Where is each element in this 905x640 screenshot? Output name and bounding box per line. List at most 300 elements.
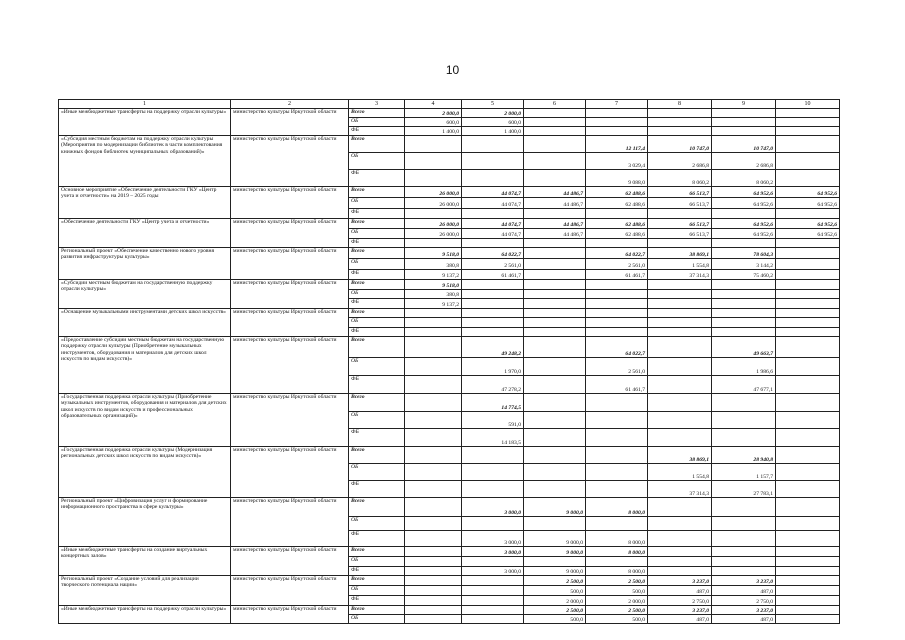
amount-cell xyxy=(462,328,524,337)
row-name: «Субсидия местным бюджетам на поддержку отрасли культуры (Мероприятия по модернизации библиотек в части комплектования книжных фондов библиотек муниципальных образований)» xyxy=(59,136,231,187)
amount-cell: 487,0 xyxy=(648,615,712,624)
amount-cell xyxy=(776,299,840,309)
row-organization: министерство культуры Иркутской области xyxy=(231,136,349,187)
amount-cell xyxy=(712,557,776,567)
amount-cell xyxy=(524,248,586,259)
amount-cell xyxy=(405,498,462,517)
column-header: 10 xyxy=(776,100,840,109)
amount-cell xyxy=(776,596,840,606)
funding-source: ФБ xyxy=(349,596,405,606)
row-name: Основное мероприятие «Обеспечение деятельности ГКУ «Центр учета и отчетности» на 2019 – 2025 годы xyxy=(59,187,231,219)
amount-cell: 66 513,7 xyxy=(648,219,712,229)
amount-cell xyxy=(405,412,462,429)
amount-cell: 8 060,2 xyxy=(648,170,712,187)
amount-cell: 64 022,7 xyxy=(586,248,648,259)
row-name: «Иные межбюджетные трансферты на поддержку отрасли культуры» xyxy=(59,606,231,624)
amount-cell xyxy=(586,280,648,290)
column-header: 3 xyxy=(349,100,405,109)
amount-cell: 62 488,6 xyxy=(586,229,648,239)
amount-cell xyxy=(405,376,462,394)
amount-cell xyxy=(524,394,586,412)
amount-cell xyxy=(405,464,462,481)
amount-cell xyxy=(776,447,840,464)
amount-cell xyxy=(712,547,776,557)
amount-cell xyxy=(405,586,462,596)
funding-source: ФБ xyxy=(349,481,405,498)
amount-cell: 44 074,7 xyxy=(462,187,524,198)
amount-cell: 27 783,1 xyxy=(712,481,776,498)
table-row xyxy=(59,547,840,557)
amount-cell: 3 029,4 xyxy=(586,153,648,170)
amount-cell xyxy=(586,557,648,567)
amount-cell xyxy=(586,290,648,299)
funding-source: Всего xyxy=(349,248,405,259)
amount-cell xyxy=(712,280,776,290)
amount-cell xyxy=(524,517,586,531)
amount-cell xyxy=(405,337,462,358)
amount-cell: 12 117,4 xyxy=(586,136,648,153)
amount-cell: 3 000,0 xyxy=(462,547,524,557)
amount-cell: 3 144,2 xyxy=(712,259,776,270)
column-header: 8 xyxy=(648,100,712,109)
column-header: 6 xyxy=(524,100,586,109)
amount-cell xyxy=(462,464,524,481)
amount-cell xyxy=(648,337,712,358)
amount-cell xyxy=(712,498,776,517)
amount-cell xyxy=(586,239,648,248)
amount-cell: 64 952,6 xyxy=(776,198,840,209)
amount-cell xyxy=(405,547,462,557)
amount-cell xyxy=(405,447,462,464)
amount-cell: 49 248,2 xyxy=(462,337,524,358)
amount-cell xyxy=(405,318,462,328)
amount-cell: 8 000,0 xyxy=(586,567,648,576)
amount-cell xyxy=(586,318,648,328)
amount-cell: 9 088,0 xyxy=(586,170,648,187)
amount-cell xyxy=(524,270,586,280)
row-organization: министерство культуры Иркутской области xyxy=(231,109,349,136)
amount-cell: 64 022,7 xyxy=(586,337,648,358)
funding-source: ОБ xyxy=(349,198,405,209)
amount-cell: 44 486,7 xyxy=(524,219,586,229)
funding-source: Всего xyxy=(349,606,405,615)
amount-cell xyxy=(586,127,648,136)
funding-source: ФБ xyxy=(349,376,405,394)
amount-cell xyxy=(776,248,840,259)
amount-cell xyxy=(586,481,648,498)
amount-cell: 66 513,7 xyxy=(648,198,712,209)
amount-cell xyxy=(648,567,712,576)
amount-cell: 500,0 xyxy=(586,615,648,624)
row-name: Региональный проект «Обеспечение качественно нового уровня развития инфраструктуры культуры» xyxy=(59,248,231,280)
amount-cell xyxy=(648,239,712,248)
amount-cell xyxy=(524,290,586,299)
amount-cell xyxy=(776,270,840,280)
funding-source: ОБ xyxy=(349,615,405,624)
amount-cell xyxy=(462,586,524,596)
amount-cell xyxy=(648,376,712,394)
amount-cell xyxy=(586,412,648,429)
amount-cell xyxy=(462,280,524,290)
amount-cell xyxy=(405,170,462,187)
column-header: 1 xyxy=(59,100,231,109)
amount-cell xyxy=(776,328,840,337)
amount-cell xyxy=(586,299,648,309)
funding-source: ФБ xyxy=(349,209,405,219)
amount-cell: 75 460,2 xyxy=(712,270,776,280)
amount-cell xyxy=(524,429,586,447)
amount-cell: 38 869,1 xyxy=(648,447,712,464)
amount-cell xyxy=(648,531,712,547)
amount-cell xyxy=(524,557,586,567)
table-row xyxy=(59,109,840,118)
amount-cell xyxy=(524,318,586,328)
amount-cell xyxy=(405,394,462,412)
amount-cell xyxy=(648,309,712,318)
amount-cell xyxy=(405,136,462,153)
amount-cell: 591,0 xyxy=(462,412,524,429)
amount-cell xyxy=(712,239,776,248)
amount-cell xyxy=(524,447,586,464)
amount-cell xyxy=(648,109,712,118)
amount-cell: 10 747,0 xyxy=(648,136,712,153)
amount-cell: 500,0 xyxy=(524,615,586,624)
amount-cell xyxy=(712,412,776,429)
amount-cell xyxy=(712,567,776,576)
funding-source: Всего xyxy=(349,394,405,412)
amount-cell: 64 952,6 xyxy=(776,219,840,229)
funding-source: Всего xyxy=(349,136,405,153)
amount-cell xyxy=(776,358,840,376)
amount-cell xyxy=(776,170,840,187)
funding-source: Всего xyxy=(349,547,405,557)
row-name: «Иные межбюджетные трансферты на поддержку отрасли культуры» xyxy=(59,109,231,136)
amount-cell: 3 237,0 xyxy=(648,576,712,586)
amount-cell: 8 000,0 xyxy=(586,498,648,517)
amount-cell: 2 750,0 xyxy=(712,596,776,606)
amount-cell xyxy=(776,606,840,615)
amount-cell xyxy=(462,209,524,219)
funding-source: ОБ xyxy=(349,464,405,481)
amount-cell: 9 000,0 xyxy=(524,531,586,547)
amount-cell xyxy=(405,531,462,547)
amount-cell: 44 074,7 xyxy=(462,198,524,209)
amount-cell xyxy=(648,290,712,299)
funding-source: Всего xyxy=(349,447,405,464)
amount-cell xyxy=(776,136,840,153)
amount-cell: 1 970,0 xyxy=(462,358,524,376)
amount-cell xyxy=(524,209,586,219)
amount-cell: 9 137,2 xyxy=(405,299,462,309)
amount-cell: 44 074,7 xyxy=(462,229,524,239)
table-row xyxy=(59,498,840,517)
amount-cell: 14 183,5 xyxy=(462,429,524,447)
amount-cell: 2 561,0 xyxy=(586,358,648,376)
amount-cell xyxy=(776,429,840,447)
amount-cell xyxy=(586,109,648,118)
amount-cell xyxy=(524,239,586,248)
amount-cell xyxy=(776,209,840,219)
amount-cell xyxy=(524,412,586,429)
table-row xyxy=(59,280,840,290)
amount-cell: 61 461,7 xyxy=(586,376,648,394)
amount-cell: 9 000,0 xyxy=(524,567,586,576)
funding-source: ОБ xyxy=(349,412,405,429)
funding-source: ОБ xyxy=(349,290,405,299)
row-organization: министерство культуры Иркутской области xyxy=(231,280,349,309)
amount-cell: 487,0 xyxy=(712,586,776,596)
amount-cell xyxy=(524,481,586,498)
amount-cell xyxy=(776,259,840,270)
row-organization: министерство культуры Иркутской области xyxy=(231,187,349,219)
funding-source: Всего xyxy=(349,187,405,198)
amount-cell xyxy=(776,118,840,127)
amount-cell: 49 663,7 xyxy=(712,337,776,358)
amount-cell xyxy=(524,376,586,394)
amount-cell: 37 314,3 xyxy=(648,481,712,498)
amount-cell xyxy=(776,615,840,624)
amount-cell: 500,0 xyxy=(524,586,586,596)
amount-cell: 37 314,3 xyxy=(648,270,712,280)
amount-cell xyxy=(648,547,712,557)
amount-cell xyxy=(776,567,840,576)
row-name: «Предоставление субсидии местным бюджетам на государственную поддержку отрасли культуры (Приобретение музыкальных инструментов, оборудования и материалов для детских школ искусств по видам искусств)» xyxy=(59,337,231,394)
column-header: 7 xyxy=(586,100,648,109)
amount-cell: 64 952,6 xyxy=(712,229,776,239)
amount-cell: 62 488,6 xyxy=(586,219,648,229)
amount-cell: 66 513,7 xyxy=(648,229,712,239)
amount-cell: 26 000,0 xyxy=(405,229,462,239)
amount-cell xyxy=(712,318,776,328)
row-organization: министерство культуры Иркутской области xyxy=(231,394,349,447)
table-row xyxy=(59,447,840,464)
amount-cell xyxy=(648,280,712,290)
amount-cell xyxy=(586,209,648,219)
header-row xyxy=(59,100,840,109)
amount-cell: 487,0 xyxy=(648,586,712,596)
amount-cell: 2 000,0 xyxy=(405,109,462,118)
amount-cell: 61 461,7 xyxy=(586,270,648,280)
funding-source: ОБ xyxy=(349,517,405,531)
column-header: 2 xyxy=(231,100,349,109)
row-name: «Субсидии местным бюджетам на государственную поддержку отрасли культуры» xyxy=(59,280,231,309)
amount-cell: 10 747,0 xyxy=(712,136,776,153)
table-row xyxy=(59,248,840,259)
amount-cell: 62 488,6 xyxy=(586,187,648,198)
amount-cell xyxy=(648,118,712,127)
amount-cell xyxy=(776,531,840,547)
amount-cell xyxy=(776,481,840,498)
amount-cell: 2 561,0 xyxy=(586,259,648,270)
amount-cell xyxy=(648,412,712,429)
amount-cell: 380,8 xyxy=(405,259,462,270)
amount-cell xyxy=(712,309,776,318)
amount-cell xyxy=(648,358,712,376)
column-header: 4 xyxy=(405,100,462,109)
amount-cell xyxy=(462,299,524,309)
amount-cell xyxy=(776,280,840,290)
row-name: «Государственная поддержка отрасли культуры (Приобретение музыкальных инструментов, оборудования и материалов для детских школ искусств по видам искусств и профессиональных образовательных организаций)» xyxy=(59,394,231,447)
funding-source: ФБ xyxy=(349,328,405,337)
amount-cell xyxy=(462,309,524,318)
amount-cell: 2 500,0 xyxy=(524,606,586,615)
amount-cell: 64 952,6 xyxy=(712,219,776,229)
funding-source: ФБ xyxy=(349,531,405,547)
funding-source: Всего xyxy=(349,280,405,290)
amount-cell xyxy=(776,109,840,118)
amount-cell xyxy=(462,153,524,170)
table-row xyxy=(59,394,840,412)
amount-cell: 9 000,0 xyxy=(524,498,586,517)
amount-cell xyxy=(462,239,524,248)
amount-cell xyxy=(405,576,462,586)
amount-cell xyxy=(405,481,462,498)
table-row xyxy=(59,219,840,229)
amount-cell xyxy=(586,447,648,464)
amount-cell xyxy=(524,153,586,170)
amount-cell xyxy=(776,153,840,170)
amount-cell: 2 686,8 xyxy=(648,153,712,170)
amount-cell xyxy=(524,170,586,187)
amount-cell: 9 000,0 xyxy=(524,547,586,557)
row-name: Региональный проект «Создание условий для реализации творческого потенциала нации» xyxy=(59,576,231,606)
amount-cell xyxy=(524,127,586,136)
amount-cell xyxy=(586,328,648,337)
amount-cell xyxy=(648,429,712,447)
amount-cell: 2 500,0 xyxy=(586,576,648,586)
amount-cell xyxy=(776,557,840,567)
amount-cell: 1 157,7 xyxy=(712,464,776,481)
row-organization: министерство культуры Иркутской области xyxy=(231,309,349,337)
amount-cell: 2 561,0 xyxy=(462,259,524,270)
funding-source: ОБ xyxy=(349,229,405,239)
amount-cell xyxy=(405,153,462,170)
amount-cell xyxy=(648,127,712,136)
funding-source: Всего xyxy=(349,576,405,586)
amount-cell: 600,0 xyxy=(462,118,524,127)
amount-cell xyxy=(776,547,840,557)
amount-cell xyxy=(405,358,462,376)
amount-cell xyxy=(462,615,524,624)
amount-cell xyxy=(405,309,462,318)
amount-cell xyxy=(776,239,840,248)
row-name: «Оснащение музыкальными инструментами детских школ искусств» xyxy=(59,309,231,337)
amount-cell: 44 074,7 xyxy=(462,219,524,229)
funding-source: Всего xyxy=(349,109,405,118)
amount-cell: 3 237,0 xyxy=(648,606,712,615)
table-row xyxy=(59,136,840,153)
amount-cell: 487,0 xyxy=(712,615,776,624)
amount-cell xyxy=(776,337,840,358)
amount-cell: 64 952,6 xyxy=(776,229,840,239)
funding-source: ФБ xyxy=(349,567,405,576)
amount-cell xyxy=(648,209,712,219)
amount-cell xyxy=(524,280,586,290)
table-row xyxy=(59,576,840,586)
amount-cell xyxy=(648,394,712,412)
amount-cell xyxy=(405,517,462,531)
amount-cell xyxy=(776,517,840,531)
amount-cell xyxy=(524,118,586,127)
table-row xyxy=(59,337,840,358)
row-name: Региональный проект «Цифровизация услуг и формирование информационного пространства в сфере культуры» xyxy=(59,498,231,547)
amount-cell: 3 237,0 xyxy=(712,606,776,615)
amount-cell xyxy=(524,358,586,376)
amount-cell: 2 750,0 xyxy=(648,596,712,606)
funding-source: ФБ xyxy=(349,170,405,187)
amount-cell: 26 000,0 xyxy=(405,198,462,209)
amount-cell: 9 518,0 xyxy=(405,280,462,290)
amount-cell: 3 000,0 xyxy=(462,531,524,547)
amount-cell: 3 000,0 xyxy=(462,567,524,576)
amount-cell: 3 237,0 xyxy=(712,576,776,586)
row-organization: министерство культуры Иркутской области xyxy=(231,219,349,248)
amount-cell xyxy=(648,318,712,328)
amount-cell xyxy=(405,328,462,337)
amount-cell xyxy=(712,517,776,531)
amount-cell xyxy=(524,309,586,318)
amount-cell xyxy=(462,576,524,586)
row-name: «Государственная поддержка отрасли культуры (Модернизация региональных детских школ искусств по видам искусств)» xyxy=(59,447,231,498)
amount-cell: 2 000,0 xyxy=(524,596,586,606)
amount-cell xyxy=(405,239,462,248)
funding-source: Всего xyxy=(349,309,405,318)
amount-cell: 9 137,2 xyxy=(405,270,462,280)
amount-cell: 1 986,6 xyxy=(712,358,776,376)
table-row xyxy=(59,187,840,198)
funding-source: ОБ xyxy=(349,153,405,170)
amount-cell xyxy=(586,394,648,412)
amount-cell: 64 952,6 xyxy=(776,187,840,198)
amount-cell xyxy=(462,596,524,606)
row-organization: министерство культуры Иркутской области xyxy=(231,547,349,576)
amount-cell: 44 486,7 xyxy=(524,198,586,209)
funding-source: ОБ xyxy=(349,586,405,596)
amount-cell xyxy=(462,606,524,615)
amount-cell xyxy=(776,586,840,596)
row-organization: министерство культуры Иркутской области xyxy=(231,337,349,394)
funding-source: ОБ xyxy=(349,318,405,328)
funding-source: ФБ xyxy=(349,270,405,280)
column-header: 5 xyxy=(462,100,524,109)
amount-cell xyxy=(524,136,586,153)
amount-cell: 62 488,6 xyxy=(586,198,648,209)
funding-source: ФБ xyxy=(349,299,405,309)
amount-cell xyxy=(524,337,586,358)
amount-cell: 2 500,0 xyxy=(586,606,648,615)
amount-cell xyxy=(712,429,776,447)
amount-cell: 9 518,0 xyxy=(405,248,462,259)
amount-cell xyxy=(648,328,712,337)
row-name: «Иные межбюджетные трансферты на создание виртуальных концертных залов» xyxy=(59,547,231,576)
amount-cell: 1 400,0 xyxy=(462,127,524,136)
amount-cell xyxy=(462,481,524,498)
amount-cell xyxy=(648,517,712,531)
amount-cell: 47 278,2 xyxy=(462,376,524,394)
row-organization: министерство культуры Иркутской области xyxy=(231,606,349,624)
amount-cell xyxy=(776,376,840,394)
amount-cell: 8 060,2 xyxy=(712,170,776,187)
row-organization: министерство культуры Иркутской области xyxy=(231,498,349,547)
amount-cell: 3 000,0 xyxy=(462,498,524,517)
amount-cell xyxy=(776,576,840,586)
amount-cell: 64 952,6 xyxy=(712,198,776,209)
amount-cell: 2 500,0 xyxy=(524,576,586,586)
budget-table xyxy=(58,99,840,624)
amount-cell xyxy=(586,429,648,447)
amount-cell xyxy=(405,429,462,447)
funding-source: ОБ xyxy=(349,118,405,127)
